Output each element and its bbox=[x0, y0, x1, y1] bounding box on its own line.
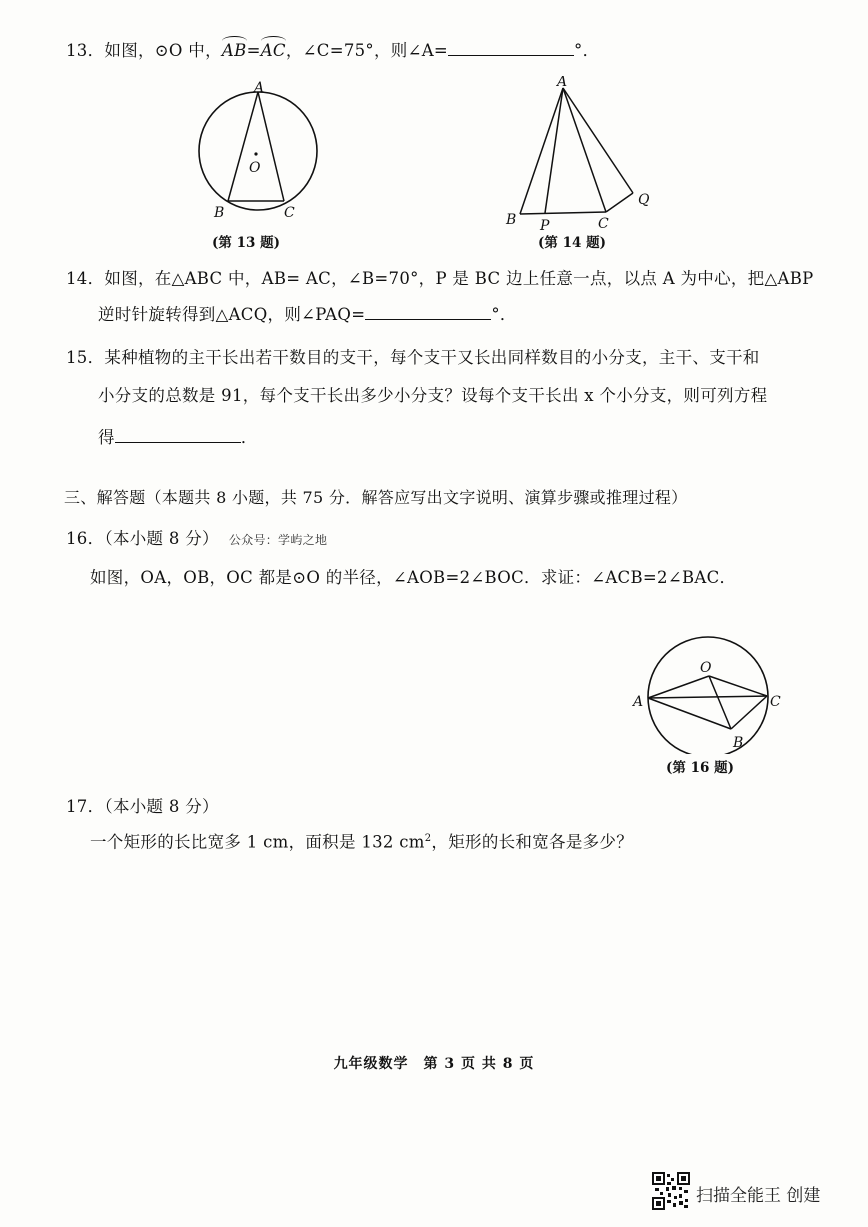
q17-number: 17． bbox=[66, 797, 105, 816]
q14-figure bbox=[500, 76, 660, 234]
q14-label-a: A bbox=[557, 76, 568, 90]
q17-superscript: 2 bbox=[424, 833, 432, 844]
q16-score: （本小题 8 分） bbox=[104, 529, 219, 548]
q15-line1 bbox=[66, 350, 760, 367]
q13-answer-blank[interactable] bbox=[448, 41, 574, 56]
q16-figure bbox=[628, 628, 788, 754]
q13-text-part2: ，∠C=75°，则∠A= bbox=[285, 41, 449, 60]
q15-line1-text: 某种植物的主干长出若干数目的支干，每个支干又长出同样数目的小分支，主干、支干和 bbox=[104, 348, 760, 367]
q13-label-o: O bbox=[249, 160, 261, 176]
q13-equals: = bbox=[246, 41, 261, 60]
q16-label-b: B bbox=[733, 735, 744, 751]
arc-ac: AC bbox=[260, 41, 286, 60]
q17-text-part1: 一个矩形的长比宽多 1 cm，面积是 132 cm bbox=[90, 832, 425, 852]
q16-label-a: A bbox=[633, 694, 644, 710]
q16-label-c: C bbox=[770, 694, 781, 710]
q16-number: 16． bbox=[66, 529, 105, 548]
q16-header bbox=[66, 531, 327, 548]
q17-header bbox=[66, 799, 219, 816]
q15-line3-text: 得 bbox=[98, 428, 115, 447]
page-footer: 九年级数学 第 3 页 共 8 页 bbox=[333, 1056, 535, 1072]
q14-label-c: C bbox=[598, 216, 609, 232]
q13-label-b: B bbox=[214, 205, 225, 221]
q13-number: 13． bbox=[66, 41, 105, 60]
q17-text-part2: ，矩形的长和宽各是多少？ bbox=[431, 832, 634, 852]
q16-label-o: O bbox=[700, 660, 712, 676]
q17-score: （本小题 8 分） bbox=[104, 797, 219, 816]
q14-line2 bbox=[98, 305, 517, 324]
q14-line1 bbox=[66, 271, 814, 288]
q17-text bbox=[90, 834, 633, 851]
q15-line3 bbox=[98, 428, 258, 447]
q13-caption: (第 13 题) bbox=[212, 235, 280, 251]
q13-text-part3: °． bbox=[574, 41, 600, 60]
q13-text-part1: 如图，⊙O 中， bbox=[104, 41, 222, 60]
q15-answer-blank[interactable] bbox=[115, 428, 241, 443]
q14-number: 14． bbox=[66, 269, 105, 288]
q14-line1-text: 如图，在△ABC 中，AB= AC，∠B=70°，P 是 BC 边上任意一点，以点 A 为中心，把△ABP bbox=[104, 269, 814, 288]
q13-figure bbox=[190, 78, 330, 226]
q14-line2-text: 逆时针旋转得到△ACQ，则∠PAQ= bbox=[98, 305, 366, 324]
q15-number: 15． bbox=[66, 348, 105, 367]
q14-label-b: B bbox=[506, 212, 517, 228]
q14-line2-end: °． bbox=[491, 305, 517, 324]
q15-line3-end: ． bbox=[240, 428, 258, 447]
q14-answer-blank[interactable] bbox=[365, 305, 491, 320]
q15-line2: 小分支的总数是 91，每个支干长出多少小分支？设每个支干长出 x 个小分支，则可列方程 bbox=[98, 386, 768, 405]
q14-label-q: Q bbox=[638, 192, 650, 208]
q13-text bbox=[66, 41, 599, 60]
q14-caption: (第 14 题) bbox=[538, 235, 606, 251]
scanner-label: 扫描全能王 创建 bbox=[696, 1186, 821, 1206]
q16-watermark: 公众号：学屿之地 bbox=[228, 533, 328, 547]
q16-caption: (第 16 题) bbox=[666, 760, 734, 776]
arc-ab: AB bbox=[221, 41, 247, 60]
q13-label-a: A bbox=[254, 80, 265, 96]
q13-label-c: C bbox=[284, 205, 295, 221]
q16-text: 如图，OA，OB，OC 都是⊙O 的半径，∠AOB=2∠BOC．求证：∠ACB=2∠BAC． bbox=[90, 568, 737, 587]
qr-code-icon bbox=[652, 1172, 690, 1210]
q14-label-p: P bbox=[540, 218, 550, 234]
section3-heading: 三、解答题（本题共 8 小题，共 75 分．解答应写出文字说明、演算步骤或推理过程） bbox=[64, 488, 688, 507]
